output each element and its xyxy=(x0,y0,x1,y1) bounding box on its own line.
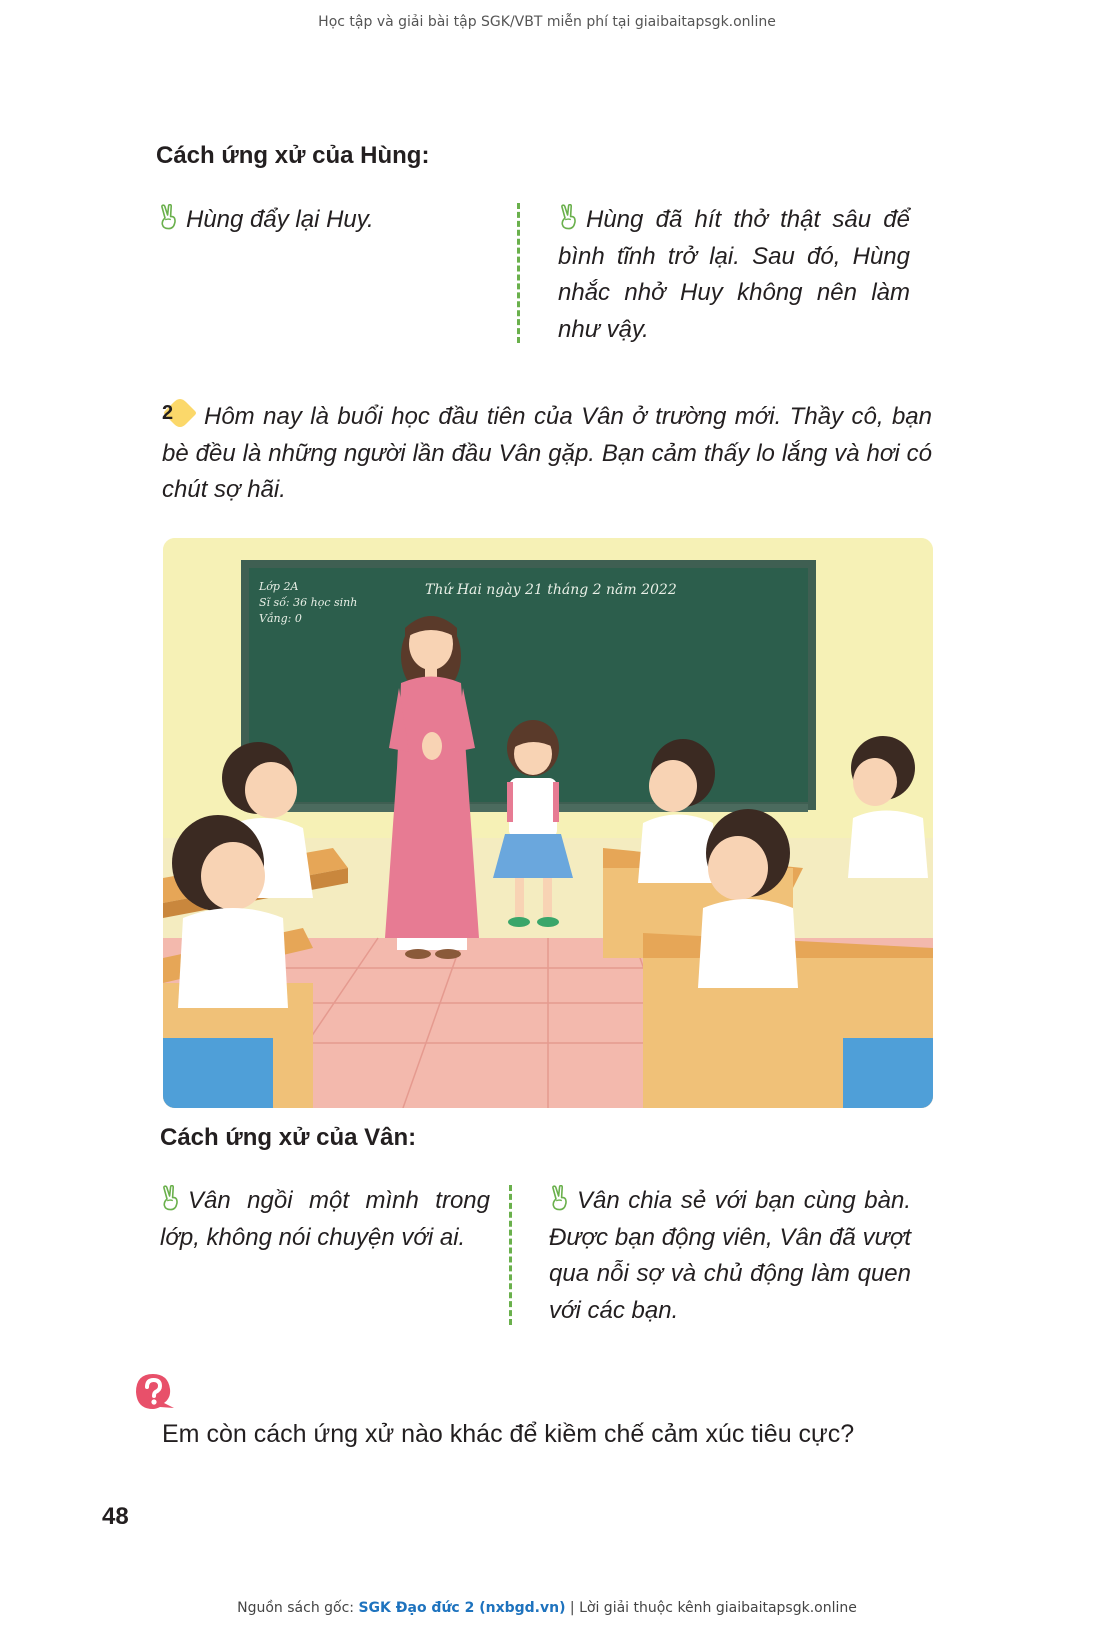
choice-text: Hùng đã hít thở thật sâu để bình tĩnh trở lại. Sau đó, Hùng nhắc nhở Huy không nên làm như vậy. xyxy=(558,206,910,343)
board-date: Thứ Hai ngày 21 tháng 2 năm 2022 xyxy=(425,582,677,598)
board-info-line-2: Sĩ số: 36 học sinh xyxy=(259,596,358,609)
peace-hand-icon xyxy=(160,1185,182,1211)
board-info-line-3: Vắng: 0 xyxy=(259,612,302,625)
question-number: 2 xyxy=(162,402,174,424)
footer xyxy=(0,1600,1094,1616)
classroom-scene xyxy=(163,538,933,1108)
section-title-van: Cách ứng xử của Vân: xyxy=(160,1124,417,1151)
choice-text: Vân chia sẻ với bạn cùng bàn. Được bạn động viên, Vân đã vượt qua nỗi sợ và chủ động làm quen với các bạn. xyxy=(549,1187,911,1324)
section-title-hung: Cách ứng xử của Hùng: xyxy=(156,142,430,169)
choice-divider xyxy=(509,1185,512,1325)
question-2 xyxy=(162,398,932,509)
question-number-badge xyxy=(162,398,198,428)
choice-van-right xyxy=(549,1183,911,1329)
choice-hung-left xyxy=(158,202,488,239)
footer-suffix: | Lời giải thuộc kênh giaibaitapsgk.online xyxy=(565,1600,857,1616)
final-question: Em còn cách ứng xử nào khác để kiềm chế cảm xúc tiêu cực? xyxy=(162,1420,855,1448)
board-info-line-1: Lớp 2A xyxy=(259,580,299,593)
choice-text: Hùng đẩy lại Huy. xyxy=(186,206,374,233)
footer-source-link[interactable]: SGK Đạo đức 2 (nxbgd.vn) xyxy=(358,1600,566,1616)
page-number: 48 xyxy=(102,1503,129,1530)
peace-hand-icon xyxy=(158,204,180,230)
choice-text: Vân ngồi một mình trong lớp, không nói chuyện với ai. xyxy=(160,1187,490,1251)
top-banner: Học tập và giải bài tập SGK/VBT miễn phí tại giaibaitapsgk.online xyxy=(318,14,776,30)
footer-prefix: Nguồn sách gốc: xyxy=(237,1600,359,1616)
choice-van-left xyxy=(160,1183,490,1256)
peace-hand-icon xyxy=(549,1185,571,1211)
choice-hung-right xyxy=(558,202,910,348)
peace-hand-icon xyxy=(558,204,580,230)
classroom-illustration xyxy=(163,538,933,1108)
choice-divider xyxy=(517,203,520,343)
question-text: Hôm nay là buổi học đầu tiên của Vân ở trường mới. Thầy cô, bạn bè đều là những người lần đầu Vân gặp. Bạn cảm thấy lo lắng và hơi có chút sợ hãi. xyxy=(162,403,932,503)
question-mark-icon xyxy=(134,1372,176,1412)
